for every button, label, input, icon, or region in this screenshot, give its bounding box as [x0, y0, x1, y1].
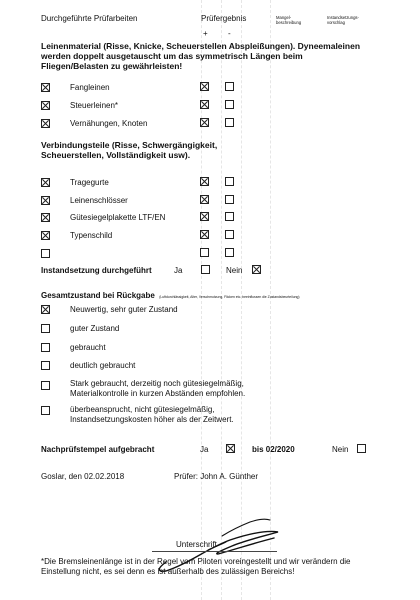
stamp-label: Nachprüfstempel aufgebracht: [41, 445, 155, 454]
column-header-defect: Mangel- beschreibung: [276, 15, 302, 25]
signature-line: [152, 551, 277, 552]
guetesiegel-minus-checkbox[interactable]: [225, 212, 234, 221]
typenschild-minus-checkbox[interactable]: [225, 230, 234, 239]
vernaehungen-plus-checkbox[interactable]: [200, 118, 209, 127]
tragegurte-minus-checkbox[interactable]: [225, 177, 234, 186]
overall-label: Gesamtzustand bei Rückgabe: [41, 291, 155, 300]
fangleinen-label: Fangleinen: [70, 83, 110, 92]
vernaehungen-checkbox[interactable]: [41, 119, 50, 128]
condition-heavily-used-label: Stark gebraucht, derzeitig noch gütesiegelmäßig, Materialkontrolle in kurzen Abständen empfohlen.: [70, 379, 246, 398]
steuerleinen-plus-checkbox[interactable]: [200, 100, 209, 109]
repair-yes-label: Ja: [174, 266, 183, 275]
column-header-result: Prüfergebnis: [201, 14, 247, 23]
section-lines-heading: Leinenmaterial (Risse, Knicke, Scheuerstellen Abspleißungen). Dyneemaleinen werden doppelt ausgetauscht um das symmetrisch Längen beim Fliegen/Belasten zu gewährleisten!: [41, 41, 361, 71]
leinenschloesser-checkbox[interactable]: [41, 196, 50, 205]
stamp-no-label: Nein: [332, 445, 349, 454]
repair-no-checkbox[interactable]: [252, 265, 261, 274]
repair-yes-checkbox[interactable]: [201, 265, 210, 274]
typenschild-label: Typenschild: [70, 231, 113, 240]
condition-very-used-label: deutlich gebraucht: [70, 361, 136, 370]
condition-used-checkbox[interactable]: [41, 343, 50, 352]
steuerleinen-label: Steuerleinen*: [70, 101, 119, 110]
stamp-no-checkbox[interactable]: [357, 444, 366, 453]
condition-overused-checkbox[interactable]: [41, 406, 50, 415]
repair-label: Instandsetzung durchgeführt: [41, 266, 152, 275]
fangleinen-plus-checkbox[interactable]: [200, 82, 209, 91]
stamp-yes-checkbox[interactable]: [226, 444, 235, 453]
condition-good-label: guter Zustand: [70, 324, 120, 333]
guetesiegel-checkbox[interactable]: [41, 213, 50, 222]
leinenschloesser-minus-checkbox[interactable]: [225, 195, 234, 204]
blank-row-checkbox[interactable]: [41, 249, 50, 258]
stamp-until: bis 02/2020: [252, 445, 295, 454]
footnote: *Die Bremsleinenlänge ist in der Regel vom Piloten voreingestellt und wir verändern die Einstellung nicht, es sei denn es ist außerhalb des zulässigen Bereichs!: [41, 557, 351, 576]
leinenschloesser-plus-checkbox[interactable]: [200, 195, 209, 204]
steuerleinen-checkbox[interactable]: [41, 101, 50, 110]
signature-label: Unterschrift: [176, 540, 217, 549]
condition-overused-label: überbeansprucht, nicht gütesiegelmäßig, Instandsetzungskosten höher als der Zeitwert.: [70, 405, 234, 424]
condition-new-checkbox[interactable]: [41, 305, 50, 314]
typenschild-plus-checkbox[interactable]: [200, 230, 209, 239]
plus-label: +: [203, 29, 208, 38]
tragegurte-label: Tragegurte: [70, 178, 109, 187]
guetesiegel-label: Gütesiegelplakette LTF/EN: [70, 213, 166, 222]
blank-row-minus-checkbox[interactable]: [225, 248, 234, 257]
fangleinen-checkbox[interactable]: [41, 83, 50, 92]
condition-very-used-checkbox[interactable]: [41, 361, 50, 370]
place-date: Goslar, den 02.02.2018: [41, 472, 125, 481]
steuerleinen-minus-checkbox[interactable]: [225, 100, 234, 109]
condition-new-label: Neuwertig, sehr guter Zustand: [70, 305, 178, 314]
tragegurte-checkbox[interactable]: [41, 178, 50, 187]
typenschild-checkbox[interactable]: [41, 231, 50, 240]
condition-used-label: gebraucht: [70, 343, 106, 352]
stamp-yes-label: Ja: [200, 445, 209, 454]
leinenschloesser-label: Leinenschlösser: [70, 196, 128, 205]
blank-row-plus-checkbox[interactable]: [200, 248, 209, 257]
tragegurte-plus-checkbox[interactable]: [200, 177, 209, 186]
vernaehungen-label: Vernähungen, Knoten: [70, 119, 148, 128]
condition-heavily-used-checkbox[interactable]: [41, 381, 50, 390]
column-header-repair: Instandsetzungs- vorschlag: [327, 15, 359, 25]
section-connectors-heading: Verbindungsteile (Risse, Schwergängigkeit, Scheuerstellen, Vollständigkeit usw).: [41, 140, 218, 160]
guetesiegel-plus-checkbox[interactable]: [200, 212, 209, 221]
minus-label: -: [228, 29, 231, 38]
overall-heading: [41, 285, 300, 303]
condition-good-checkbox[interactable]: [41, 324, 50, 333]
fangleinen-minus-checkbox[interactable]: [225, 82, 234, 91]
overall-note: (Luftdurchlässigkeit, Alter, Verschmutzung, Flicken etc. beeinflussen die Zustandsbeurteilung): [159, 295, 300, 299]
inspector-name: Prüfer: John A. Günther: [174, 472, 259, 481]
repair-no-label: Nein: [226, 266, 243, 275]
column-header-tasks: Durchgeführte Prüfarbeiten: [41, 14, 138, 23]
vernaehungen-minus-checkbox[interactable]: [225, 118, 234, 127]
